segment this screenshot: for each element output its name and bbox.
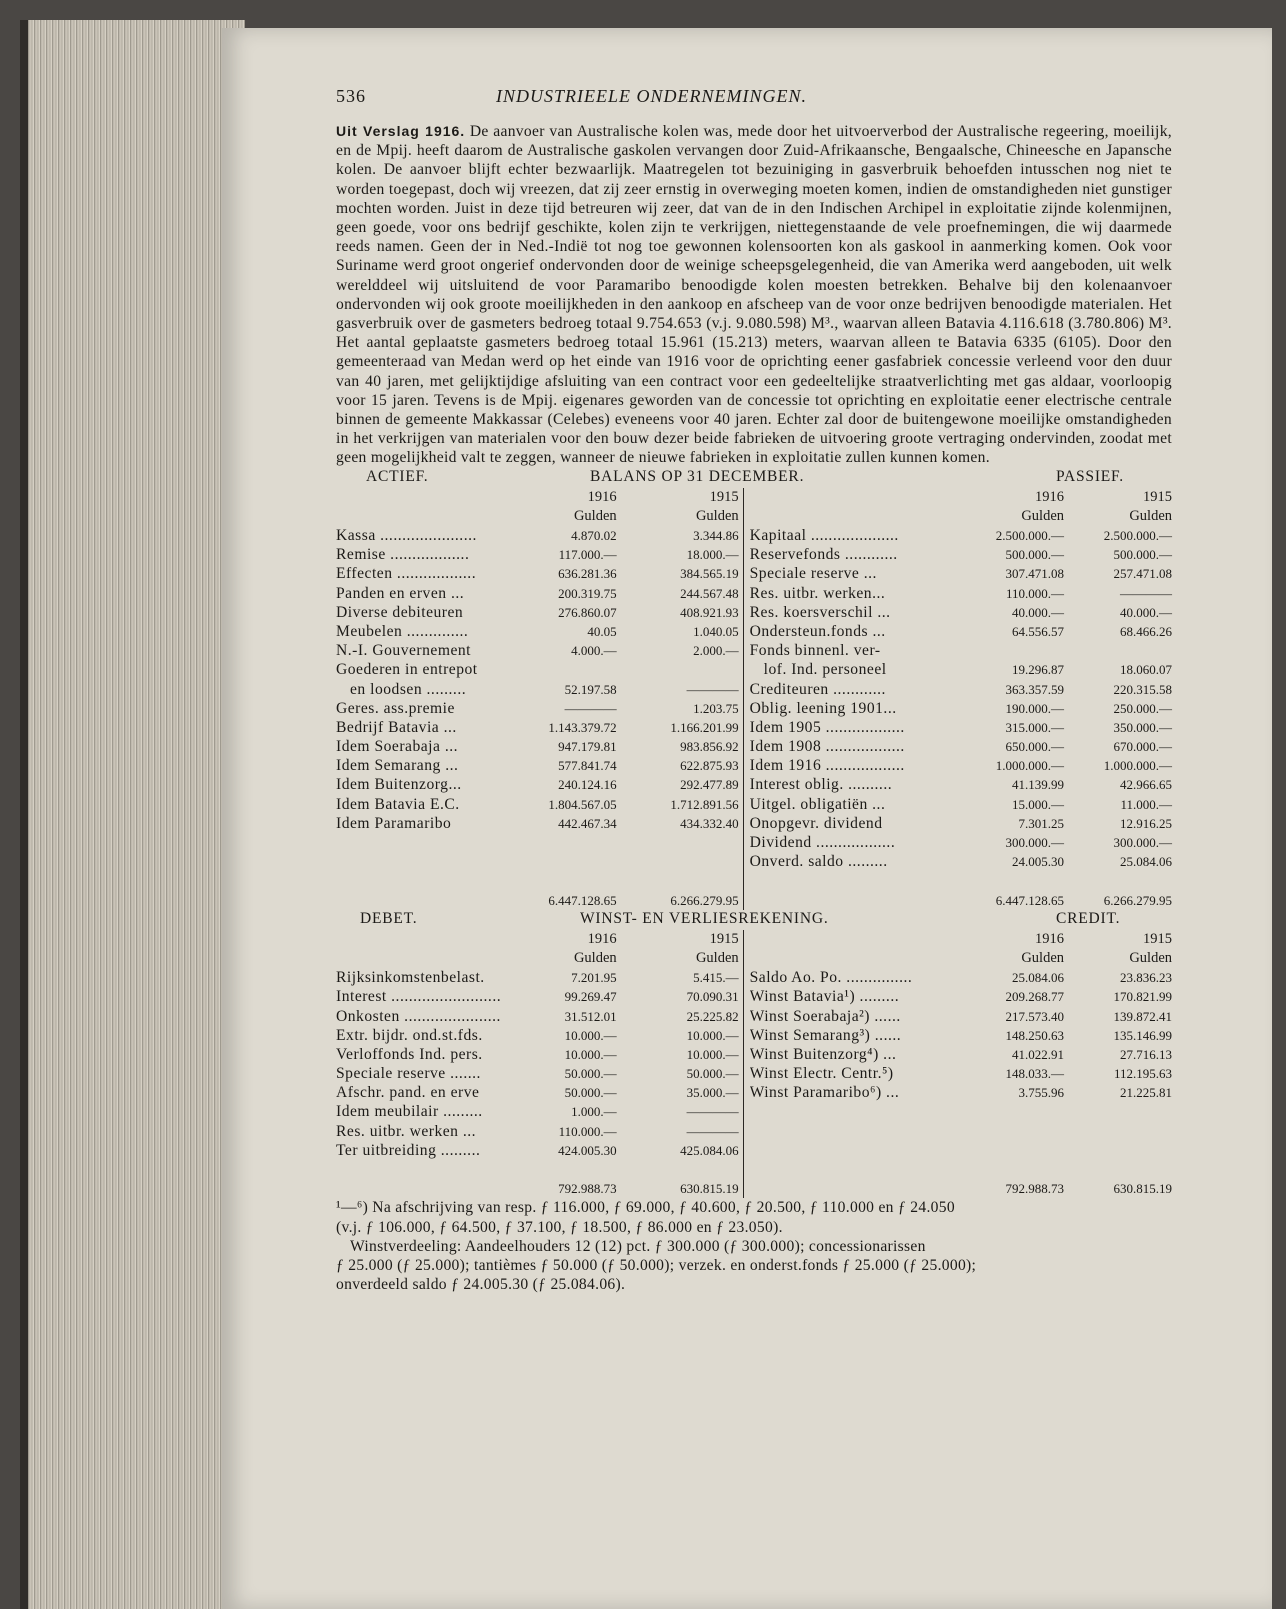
value-1915: 21.225.81	[1120, 1085, 1172, 1101]
ledger-row	[750, 526, 1172, 545]
row-label: Kapitaal ....................	[749, 527, 899, 545]
actief-title: ACTIEF.	[366, 467, 429, 485]
value-1916: 41.139.99	[1012, 777, 1064, 793]
value-1916: 315.000.—	[1005, 719, 1064, 735]
row-label: Onverd. saldo .........	[749, 853, 888, 871]
row-label: Winst Buitenzorg⁴) ...	[749, 1045, 897, 1063]
value-1916: 500.000.—	[1005, 547, 1064, 563]
row-label	[750, 891, 974, 910]
value-1916: ————	[564, 700, 617, 716]
ledger-row	[750, 968, 1172, 987]
value-1916: 1.143.379.72	[548, 719, 617, 735]
value-1915: 27.716.13	[1120, 1046, 1172, 1062]
value-1915	[1064, 641, 1172, 660]
value-1916: 99.269.47	[564, 989, 617, 1005]
value-1916: 1916	[1035, 930, 1064, 947]
row-label: Winst Batavia¹) .........	[749, 988, 900, 1006]
value-1915: 500.000.—	[1113, 547, 1172, 563]
value-1916: 200.319.75	[558, 585, 617, 601]
total-row	[750, 891, 1172, 910]
row-label: Interest oblig. ..........	[749, 776, 893, 794]
ledger-row	[750, 603, 1172, 622]
value-1915: 112.195.63	[1113, 1066, 1172, 1082]
value-1916: 117.000.—	[558, 547, 617, 563]
ledger-row	[336, 1083, 739, 1102]
debet-column	[336, 930, 739, 1199]
row-label: Idem meubilair .........	[336, 1103, 483, 1121]
row-label: Winst Semarang³) ......	[749, 1026, 902, 1044]
value-1916: 3.755.96	[1018, 1085, 1064, 1101]
credit-title: CREDIT.	[1056, 909, 1121, 927]
value-1915: 50.000.—	[686, 1066, 739, 1082]
balance-titles	[336, 468, 1172, 488]
value-1915: 25.225.82	[686, 1008, 739, 1024]
blank-row	[336, 852, 739, 871]
footnote-line: onverdeeld saldo ƒ 24.005.30 (ƒ 25.084.06).	[336, 1276, 626, 1294]
book-page-edges	[20, 20, 245, 1609]
total-row	[750, 1179, 1172, 1198]
value-1915: 1915	[709, 930, 739, 947]
footnote-line: ¹—⁶) Na afschrijving van resp. ƒ 116.000, ƒ 69.000, ƒ 40.600, ƒ 20.500, ƒ 110.000 en ƒ 24.050	[336, 1199, 955, 1217]
value-1915: 1.203.75	[693, 700, 739, 716]
blank-row	[336, 871, 739, 890]
value-1915: 630.815.19	[1113, 1181, 1172, 1197]
value-1915: 384.565.19	[680, 566, 739, 582]
ledger-row	[750, 680, 1172, 699]
blank-row	[750, 1102, 1172, 1121]
value-1915: 425.084.06	[680, 1142, 739, 1158]
value-1915: 220.315.58	[1113, 681, 1172, 697]
row-label: Crediteuren ............	[749, 680, 886, 698]
ledger-row	[336, 564, 739, 583]
value-1916	[535, 660, 617, 679]
ledger-row	[336, 603, 739, 622]
value-1916: 7.201.95	[571, 970, 617, 986]
ledger-row	[750, 1064, 1172, 1083]
value-1916: 25.084.06	[1012, 970, 1064, 986]
row-label: Effecten ..................	[336, 565, 477, 583]
value-1916: 6.447.128.65	[995, 892, 1064, 908]
value-1915: 10.000.—	[686, 1027, 739, 1043]
report-paragraph	[336, 122, 1172, 468]
ledger-row	[750, 1007, 1172, 1026]
balance-title: BALANS OP 31 DECEMBER.	[590, 467, 805, 485]
value-1916: 148.033.—	[1005, 1066, 1064, 1082]
value-1916: 110.000.—	[1005, 585, 1064, 601]
ledger-row	[750, 1045, 1172, 1064]
column-divider	[743, 488, 744, 910]
value-1915: 622.875.93	[680, 758, 739, 774]
value-1916: 792.988.73	[558, 1181, 617, 1197]
value-1915: 630.815.19	[680, 1181, 739, 1197]
value-1915: 1915	[709, 488, 739, 505]
ledger-row	[336, 526, 739, 545]
value-1915: 257.471.08	[1113, 566, 1172, 582]
ledger-row	[750, 1083, 1172, 1102]
row-label: Extr. bijdr. ond.st.fds.	[336, 1026, 483, 1044]
actief-column	[336, 488, 739, 910]
value-1916: 636.281.36	[558, 566, 617, 582]
row-label: lof. Ind. personeel	[763, 661, 887, 679]
ledger-row	[750, 756, 1172, 775]
value-1915: 1.000.000.—	[1103, 758, 1172, 774]
year-header	[750, 930, 1172, 949]
value-1915: 25.084.06	[1120, 854, 1172, 870]
ledger-row	[336, 795, 739, 814]
row-label: Winst Paramaribo⁶) ...	[749, 1084, 900, 1102]
row-label: Idem Paramaribo	[336, 814, 452, 832]
year-header	[336, 488, 739, 507]
ledger-row	[336, 968, 739, 987]
ledger-row	[336, 1122, 739, 1141]
row-label: Fonds binnenl. ver-	[749, 642, 881, 660]
value-1915: 135.146.99	[1113, 1027, 1172, 1043]
value-1915: 670.000.—	[1113, 739, 1172, 755]
value-1915: 6.266.279.95	[1103, 892, 1172, 908]
row-label: Speciale reserve .......	[336, 1065, 481, 1083]
value-1915: 6.266.279.95	[670, 892, 739, 908]
row-label: Rijksinkomstenbelast.	[336, 969, 485, 987]
value-1916: 307.471.08	[1005, 566, 1064, 582]
ledger-row	[750, 545, 1172, 564]
value-1915: 1.712.891.56	[670, 796, 739, 812]
value-1915: 11.000.—	[1120, 796, 1172, 812]
ledger-row	[750, 852, 1172, 871]
footnote-line: ƒ 25.000 (ƒ 25.000); tantièmes ƒ 50.000 (ƒ 50.000); verzek. en onderst.fonds ƒ 25.000 (ƒ 25.000);	[336, 1257, 977, 1275]
row-label: Winst Electr. Centr.⁵)	[749, 1065, 894, 1083]
year-header	[336, 930, 739, 949]
ledger-row	[336, 584, 739, 603]
row-label: Res. koersverschil ...	[749, 603, 891, 621]
ledger-row	[750, 699, 1172, 718]
value-1916: 1916	[1035, 488, 1064, 505]
value-1915: 408.921.93	[680, 604, 739, 620]
page-body	[336, 86, 1172, 1294]
ledger-row	[336, 641, 739, 660]
value-1916: 15.000.—	[1012, 796, 1064, 812]
value-1915: 23.836.23	[1120, 970, 1172, 986]
row-label: Interest .........................	[336, 988, 502, 1006]
value-1915: 18.060.07	[1120, 662, 1172, 678]
value-1915	[617, 660, 739, 679]
ledger-row	[750, 1026, 1172, 1045]
passief-column	[750, 488, 1172, 910]
row-label: Verloffonds Ind. pers.	[336, 1045, 483, 1063]
footnote-line: (v.j. ƒ 106.000, ƒ 64.500, ƒ 37.100, ƒ 18.500, ƒ 86.000 en ƒ 23.050).	[336, 1218, 783, 1236]
value-1915: 434.332.40	[680, 815, 739, 831]
value-1916: 7.301.25	[1018, 815, 1064, 831]
pl-title: WINST- EN VERLIESREKENING.	[580, 909, 829, 927]
row-label	[336, 891, 535, 910]
ledger-row	[336, 1007, 739, 1026]
value-1916: 217.573.40	[1005, 1008, 1064, 1024]
value-1915: ————	[1120, 585, 1172, 601]
row-label: Winst Soerabaja²) ......	[749, 1007, 901, 1025]
row-label: Geres. ass.premie	[336, 699, 455, 717]
pl-titles	[336, 910, 1172, 930]
total-row	[336, 1179, 739, 1198]
value-1915: Gulden	[1129, 507, 1172, 524]
value-1916: 792.988.73	[1005, 1181, 1064, 1197]
value-1915: 12.916.25	[1120, 815, 1172, 831]
profit-loss-account	[336, 930, 1172, 1199]
value-1915: Gulden	[695, 507, 739, 524]
row-label	[336, 1179, 535, 1198]
ledger-row	[750, 795, 1172, 814]
ledger-row	[336, 545, 739, 564]
ledger-row	[336, 814, 739, 833]
value-1916: 240.124.16	[558, 777, 617, 793]
value-1915: 70.090.31	[686, 989, 739, 1005]
value-1915: 250.000.—	[1113, 700, 1172, 716]
row-label: Idem Batavia E.C.	[336, 795, 460, 813]
value-1915: 2.000.—	[693, 643, 739, 659]
value-1916: 190.000.—	[1005, 700, 1064, 716]
row-label: Goederen in entrepot	[336, 661, 478, 679]
row-label: Saldo Ao. Po. ...............	[749, 969, 913, 987]
value-1915: Gulden	[695, 949, 739, 966]
row-label: Ter uitbreiding .........	[336, 1141, 481, 1159]
value-1915: 170.821.99	[1113, 989, 1172, 1005]
value-1915: 300.000.—	[1113, 835, 1172, 851]
value-1916: 64.556.57	[1012, 623, 1064, 639]
value-1915: 983.856.92	[680, 739, 739, 755]
row-label: Bedrijf Batavia ...	[336, 718, 457, 736]
blank-row	[336, 833, 739, 852]
year-header	[750, 488, 1172, 507]
ledger-row	[336, 660, 739, 679]
row-label: Speciale reserve ...	[749, 565, 877, 583]
value-1916: 4.000.—	[571, 643, 617, 659]
value-1916: 31.512.01	[564, 1008, 617, 1024]
ledger-row	[336, 622, 739, 641]
value-1915: Gulden	[1129, 949, 1172, 966]
passief-title: PASSIEF.	[1056, 467, 1124, 485]
value-1916: 4.870.02	[571, 528, 617, 544]
value-1915: 18.000.—	[686, 547, 739, 563]
value-1916: 424.005.30	[558, 1142, 617, 1158]
value-1916: 40.000.—	[1012, 604, 1064, 620]
value-1916: 1916	[587, 930, 617, 947]
value-1915: 139.872.41	[1113, 1008, 1172, 1024]
value-1916: 209.268.77	[1005, 989, 1064, 1005]
row-label: Panden en erven ...	[336, 584, 465, 602]
value-1915: 10.000.—	[686, 1046, 739, 1062]
value-1916: 1.000.000.—	[995, 758, 1064, 774]
value-1916: 10.000.—	[564, 1046, 617, 1062]
value-1916: 650.000.—	[1005, 739, 1064, 755]
row-label: Afschr. pand. en erve	[336, 1084, 480, 1102]
row-label: Uitgel. obligatiën ...	[749, 795, 886, 813]
value-1915: 3.344.86	[693, 528, 739, 544]
blank-row	[750, 871, 1172, 890]
row-label: Reservefonds ............	[749, 546, 898, 564]
unit-header	[336, 949, 739, 968]
row-label: N.-I. Gouvernement	[336, 642, 472, 660]
ledger-row	[750, 622, 1172, 641]
row-label: Oblig. leening 1901...	[749, 699, 897, 717]
column-divider	[743, 930, 744, 1199]
ledger-row	[750, 584, 1172, 603]
value-1915: 2.500.000.—	[1103, 528, 1172, 544]
ledger-row	[336, 1026, 739, 1045]
value-1916: Gulden	[1021, 507, 1064, 524]
value-1916: 276.860.07	[558, 604, 617, 620]
total-row	[336, 891, 739, 910]
value-1916: 40.05	[587, 623, 617, 639]
value-1916: 1.804.567.05	[548, 796, 617, 812]
ledger-row	[750, 814, 1172, 833]
value-1915: 244.567.48	[680, 585, 739, 601]
value-1915: 1915	[1143, 488, 1172, 505]
debet-title: DEBET.	[360, 909, 418, 927]
row-label: Ondersteun.fonds ...	[749, 622, 886, 640]
row-label: Onopgevr. dividend	[749, 814, 883, 832]
value-1915: 5.415.—	[693, 970, 739, 986]
value-1916: Gulden	[573, 949, 617, 966]
blank-row	[750, 1122, 1172, 1141]
row-label: Meubelen ..............	[336, 622, 469, 640]
blank-row	[750, 1160, 1172, 1179]
row-label: Res. uitbr. werken ...	[336, 1122, 477, 1140]
row-label: Diverse debiteuren	[336, 603, 464, 621]
ledger-row	[750, 564, 1172, 583]
ledger-row	[336, 1102, 739, 1121]
ledger-row	[750, 833, 1172, 852]
value-1916: 50.000.—	[564, 1066, 617, 1082]
value-1916: 148.250.63	[1005, 1027, 1064, 1043]
report-lead: Uit Verslag 1916.	[336, 123, 466, 139]
row-label: Remise ..................	[336, 546, 470, 564]
ledger-row	[336, 680, 739, 699]
page-number: 536	[336, 86, 366, 106]
footnote-line: Winstverdeeling: Aandeelhouders 12 (12) pct. ƒ 300.000 (ƒ 300.000); concessionarissen	[350, 1237, 926, 1255]
value-1915: 350.000.—	[1113, 719, 1172, 735]
ledger-row	[336, 775, 739, 794]
value-1915: 68.466.26	[1120, 623, 1172, 639]
value-1916: 1.000.—	[571, 1104, 617, 1120]
row-label: Onkosten ......................	[336, 1007, 501, 1025]
value-1915: 42.966.65	[1120, 777, 1172, 793]
value-1916: 300.000.—	[1005, 835, 1064, 851]
row-label: Dividend ..................	[749, 834, 896, 852]
unit-header	[750, 949, 1172, 968]
ledger-row	[336, 987, 739, 1006]
value-1916: 19.296.87	[1012, 662, 1064, 678]
ledger-row	[750, 718, 1172, 737]
ledger-row	[336, 756, 739, 775]
ledger-row	[750, 737, 1172, 756]
value-1916: 110.000.—	[558, 1123, 617, 1139]
row-label: Idem 1916 ..................	[749, 757, 905, 775]
row-label: en loodsen .........	[350, 680, 467, 698]
value-1916: 52.197.58	[564, 681, 617, 697]
row-label: Idem Buitenzorg...	[336, 776, 462, 794]
credit-column	[750, 930, 1172, 1199]
value-1916: 6.447.128.65	[548, 892, 617, 908]
value-1916: 2.500.000.—	[995, 528, 1064, 544]
balance-sheet	[336, 488, 1172, 910]
value-1915: 1.166.201.99	[670, 719, 739, 735]
value-1916: Gulden	[1021, 949, 1064, 966]
value-1915: 1.040.05	[693, 623, 739, 639]
value-1915: 1915	[1143, 930, 1172, 947]
value-1916: 50.000.—	[564, 1085, 617, 1101]
ledger-row	[336, 1045, 739, 1064]
row-label: Kassa ......................	[336, 527, 477, 545]
ledger-row	[750, 660, 1172, 679]
page-header	[336, 86, 1172, 122]
value-1916: 41.022.91	[1012, 1046, 1064, 1062]
ledger-row	[336, 1064, 739, 1083]
value-1916: 24.005.30	[1012, 854, 1064, 870]
ledger-row	[336, 737, 739, 756]
value-1916	[974, 641, 1064, 660]
unit-header	[750, 507, 1172, 526]
value-1915: ————	[686, 681, 739, 697]
row-label: Idem 1905 ..................	[749, 718, 905, 736]
row-label: Idem Soerabaja ...	[336, 738, 459, 756]
ledger-row	[750, 987, 1172, 1006]
value-1915: 40.000.—	[1120, 604, 1172, 620]
value-1915: ————	[686, 1104, 739, 1120]
value-1916: 442.467.34	[558, 815, 617, 831]
row-label: Res. uitbr. werken...	[749, 584, 886, 602]
row-label: Idem Semarang ...	[336, 757, 459, 775]
value-1916: 577.841.74	[558, 758, 617, 774]
ledger-row	[336, 699, 739, 718]
running-head: INDUSTRIEELE ONDERNEMINGEN.	[496, 86, 807, 106]
ledger-row	[336, 1141, 739, 1160]
value-1916: 10.000.—	[564, 1027, 617, 1043]
value-1915: 35.000.—	[686, 1085, 739, 1101]
value-1915: ————	[686, 1123, 739, 1139]
row-label: Idem 1908 ..................	[749, 738, 905, 756]
value-1916: Gulden	[573, 507, 617, 524]
ledger-row	[750, 641, 1172, 660]
row-label	[750, 1179, 974, 1198]
blank-row	[336, 1160, 739, 1179]
value-1916: 363.357.59	[1005, 681, 1064, 697]
value-1915: 292.477.89	[680, 777, 739, 793]
unit-header	[336, 507, 739, 526]
report-text: De aanvoer van Australische kolen was, mede door het uitvoerverbod der Australische regeering, moeilijk, en de Mpij. heeft daarom de Australische gaskolen vervangen door Zuid-Afrikaansche, Bengaalsche, Chineesche en Japansche kolen. De aanvoer blijft echter bezwaarlijk. Maatregelen tot bezuiniging in gasverbruik behoefden intusschen nog niet te worden toegepast, doch wij vreezen, dat zij zeer ernstig in overweging moeten komen, indien de omstandigheden niet gunstiger mochten worden. Juist in deze tijd betreuren wij zeer, dat van de in den Indischen Archipel in exploitatie zijnde kolenmijnen, geen goede, voor ons bedrijf geschikte, kolen zijn te verkrijgen, niettegenstaande de vele proefnemingen, die wij daarmede reeds namen. Geen der in Ned.-Indië tot nog toe gewonnen kolensoorten kon als gaskool in aanmerking komen. Ook voor Suriname werd groot ongerief ondervonden door de weinige scheepsgelegenheid, die van Amerika werd aangeboden, uit welk werelddeel wij uitsluitend de voor Paramaribo benoodigde kolen moesten betrekken. Behalve bij den kolenaanvoer ondervonden wij ook groote moeilijkheden in den aankoop en afscheep van de voor onze bedrijven benoodigde materialen. Het gasverbruik over de gasmeters bedroeg totaal 9.754.653 (v.j. 9.080.598) M³., waarvan alleen Batavia 4.116.618 (3.780.806) M³. Het aantal geplaatste gasmeters bedroeg totaal 15.961 (15.213) meters, waarvan alleen te Batavia 6335 (6105). Door den gemeenteraad van Medan werd op het einde van 1916 voor de oprichting eener gasfabriek concessie verleend voor den duur van 40 jaren, met gelijktijdige afsluiting van een contract voor een gedeeltelijke straatverlichting met gas aldaar, voorloopig voor 15 jaren. Tevens is de Mpij. eigenares geworden van de concessie tot oprichting en exploitatie eener electrische centrale binnen de gemeente Makkassar (Celebes) eveneens voor 40 jaren. Echter zal door de buitengewone moeilijke omstandigheden in het verkrijgen van materialen voor den bouw dezer beide fabrieken de uitvoering groote vertraging ondervinden, zoodat met geen mogelijkheid valt te zeggen, wanneer de nieuwe fabrieken in exploitatie zullen kunnen komen.	[336, 123, 1172, 467]
value-1916: 947.179.81	[558, 739, 617, 755]
ledger-row	[336, 718, 739, 737]
ledger-row	[750, 775, 1172, 794]
blank-row	[750, 1141, 1172, 1160]
value-1916: 1916	[587, 488, 617, 505]
